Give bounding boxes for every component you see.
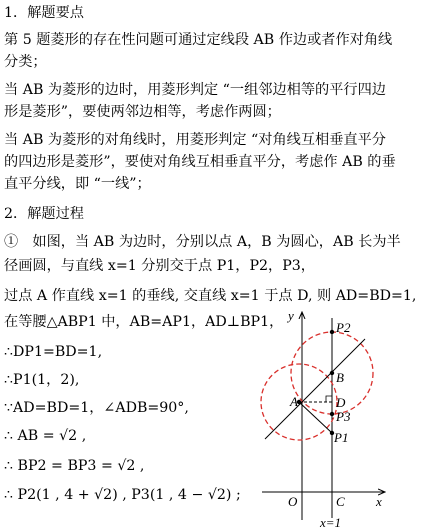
- heading-key-points: 1．解题要点: [4, 5, 84, 21]
- text-line: ∴ AB = √2 ,: [4, 428, 87, 444]
- point-p2-dot: [330, 330, 334, 334]
- text-line: 当 AB 为菱形的对角线时，用菱形判定 “对角线互相垂直平分: [4, 132, 386, 148]
- point-b-dot: [330, 371, 334, 375]
- point-p3-dot: [330, 412, 334, 416]
- text-line: ∴ P2(1 , 4 + √2) , P3(1 , 4 − √2) ;: [4, 487, 241, 503]
- text-line: 第 5 题菱形的存在性问题可通过定线段 AB 作边或者作对角线: [4, 32, 393, 48]
- text-line: 当 AB 为菱形的边时，用菱形判定 “一组邻边相等的平行四边: [4, 82, 386, 98]
- heading-solution-process: 2．解题过程: [4, 206, 84, 222]
- label-c: C: [336, 494, 345, 509]
- label-b: B: [336, 370, 344, 385]
- text-line: 的四边形是菱形”，要使对角线互相垂直平分，考虑作 AB 的垂: [4, 154, 396, 170]
- label-o: O: [288, 494, 298, 509]
- text-line: 径画圆，与直线 x=1 分别交于点 P1，P2，P3，: [4, 258, 315, 274]
- text-line: 直平分线，即 “一线”；: [4, 176, 151, 192]
- text-line: 过点 A 作直线 x=1 的垂线, 交直线 x=1 于点 D, 则 AD=BD=1,: [4, 288, 417, 304]
- segment-ap1: [299, 402, 332, 433]
- label-p2: P2: [336, 320, 351, 335]
- label-a: A: [290, 394, 298, 409]
- label-line-x1: x=1: [320, 515, 342, 530]
- label-d: D: [336, 395, 346, 410]
- right-angle-mark: [326, 396, 332, 402]
- text-line: ∴P1(1，2),: [4, 372, 80, 388]
- line-ab: [265, 339, 365, 439]
- label-y-axis: y: [288, 308, 294, 323]
- geometry-figure: [252, 306, 432, 530]
- label-p1: P1: [334, 430, 349, 445]
- text-line: ∴DP1=BD=1,: [4, 344, 103, 360]
- label-x-axis: x: [376, 494, 382, 509]
- text-line: 在等腰△ABP1 中，AB=AP1，AD⊥BP1，: [4, 314, 284, 330]
- text-line: 分类；: [4, 54, 47, 70]
- text-line: ∵AD=BD=1，∠ADB=90°,: [4, 400, 189, 416]
- text-line: 形是菱形”，要使两邻边相等，考虑作两圆；: [4, 104, 281, 120]
- text-line: ① 如图，当 AB 为边时，分别以点 A，B 为圆心，AB 长为半: [4, 234, 401, 250]
- label-p3: P3: [336, 409, 351, 424]
- text-line: ∴ BP2 = BP3 = √2 ,: [4, 458, 145, 474]
